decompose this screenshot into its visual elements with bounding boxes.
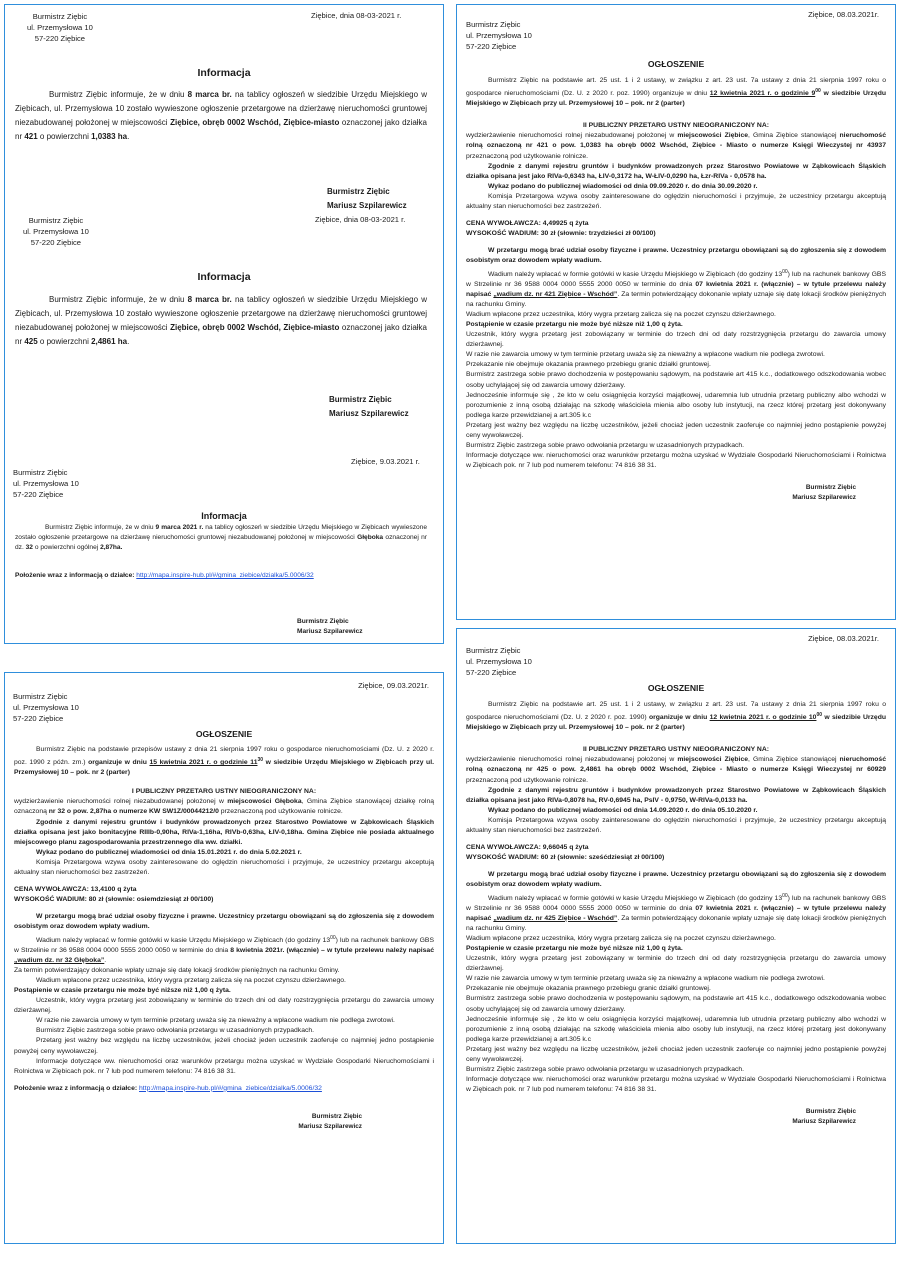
sender-address: Burmistrz Ziębic ul. Przemysłowa 10 57-220 Ziębice	[23, 216, 89, 247]
document-date: Ziębice, dnia 08-03-2021 r.	[311, 11, 402, 20]
announcement-plot-425	[456, 628, 896, 1244]
deposit-amount: WYSOKOŚĆ WADIUM: 30 zł (słownie: trzydzieści zł 00/100)	[466, 230, 656, 238]
starting-price: CENA WYWOŁAWCZA: 9,66045 q żyta	[466, 844, 589, 852]
sender-address: Burmistrz Ziębic ul. Przemysłowa 10 57-220 Ziębice	[27, 12, 93, 43]
announcement-body: Burmistrz Ziębic na podstawie art. 25 ust. 1 i 2 ustawy, w związku z art. 23 ust. 7a ustawy z dnia 21 sierpnia 1997 roku o gospodarce nieruchomościami (Dz. U. z 2020 r. poz. 1990) organizuje w dniu 12 kwietnia 2021 r. o godzinie $9^{00}$ w siedzibie Urzędu Miejskiego w Ziębicach przy ul. Przemysłowej 10 – pok. nr 2 (parter) II PUBLICZNY PRZETARG USTNY NIEOGRANICZONY NA: wydzierżawienie nieruchomości rolnej niezabudowanej położonej w miejscowości Ziębice, Gmina Ziębice stanowiącej nieruchomość rolną oznaczoną nr 421 o pow. 1,0383 ha obręb 0002 Wschód, Ziębice - Miasto o numerze Księgi Wieczystej nr 43937 przeznaczoną pod użytkowanie rolnicze. Zgodnie z danymi rejestru gruntów i budynków prowadzonych przez Starostwo Powiatowe w Ząbkowicach Śląskich działka opisana jest jako RIVa-0,6343 ha, ŁIV-0,3172 ha, W-ŁIV-0,0290 ha, Łzr-RIVa - 0,0578 ha. Wykaz podano do publicznej wiadomości od dnia 09.09.2020 r. do dnia 30.09.2020 r. Komisja Przetargowa wzywa osoby zainteresowane do oględzin nieruchomości i przyjmuje, że uczestnicy przetargu akceptują aktualny stan nieruchomości bez zastrzeżeń. CENA WYWOŁAWCZA: 4,49925 q żyta WYSOKOŚĆ WADIUM: 30 zł (słownie: trzydzieści zł 00/100) W przetargu mogą brać udział osoby fizyczne i prawne. Uczestnicy przetargu obowiązani są do zgłoszenia się z dowodem osobistym oraz dowodem wpłaty wadium. Wadium należy wpłacać w formie gotówki w kasie Urzędu Miejskiego w Ziębicach (do godziny $13^{00}$) lub na rachunek bankowy GBS w Strzelinie nr 36 9588 0004 0000 5555 2000 0050 w terminie do dnia 07 kwietnia 2021 r. (włącznie) – w tytule przelewu należy napisać „wadium dz. nr 421 Ziębice - Wschód”. Za termin potwierdzający dokonanie wpłaty uznaje się datę lokacji środków pieniężnych na rachunku Gminy. Wadium wpłacone przez uczestnika, który wygra przetarg zalicza się na poczet czynszu dzierżawnego. Postąpienie w czasie przetargu nie może być niższe niż 1,00 q żyta. Uczestnik, który wygra przetarg jest zobowiązany w terminie do trzech dni od daty rozstrzygnięcia przetargu do zawarcia umowy dzierżawnej. W razie nie zawarcia umowy w tym terminie przetarg uważa się za nieważny a wpłacone wadium nie podlega zwrotowi. Przekazanie nie obejmuje okazania prawnego przebiegu granic działki gruntowej. Burmistrz zastrzega sobie prawo dochodzenia w postępowaniu sądowym, na podstawie art 415 k.c., dodatkowego odszkodowania wobec osoby uchylającej się od zawarcia umowy dzierżawy. Jednocześnie informuje się , że kto w celu osiągnięcia korzyści majątkowej, udaremnia lub utrudnia przetarg publiczny albo wchodzi w porozumienie z inną osobą działając na szkodę właściciela mienia albo osoby lub instytucji, na rzecz której przetarg jest dokonywany podlega karze przewidzianej a art.305 k.c Przetarg jest ważny bez względu na liczbę uczestników, jeżeli chociaż jeden uczestnik zaoferuje co najmniej jedno postąpienie powyżej ceny wywoławczej. Burmistrz Ziębic zastrzega sobie prawo odwołania przetargu w uzasadnionych przypadkach. Informacje dotyczące ww. nieruchomości oraz warunków przetargu można uzyskać w Wydziale Gospodarki Nieruchomościami i Rolnictwa w Ziębicach pok. nr 7 lub pod numerem telefonu: 74 816 38 31. Burmistrz Ziębic Mariusz Szpilarewicz	[466, 77, 887, 502]
document-title: Informacja	[197, 271, 251, 283]
tender-heading: I PUBLICZNY PRZETARG USTNY NIEOGRANICZONY NA:	[131, 788, 317, 796]
starting-price: CENA WYWOŁAWCZA: 4,49925 q żyta	[466, 220, 589, 228]
document-date: Ziębice, 9.03.2021 r.	[351, 457, 420, 466]
location-info: Położenie wraz z informacją o działce: http://mapa.inspire-hub.pl/#/gmina_ziebice/dzialka/5.0006/32	[14, 1084, 322, 1092]
announcement-body: Burmistrz Ziębic na podstawie przepisów ustawy z dnia 21 sierpnia 1997 roku o gospodarce nieruchomościami (Dz. U. z 2020 r. poz. 1990 z późn. zm.) organizuje w dniu 15 kwietnia 2021 r. o godzinie $11^{30}$ w siedzibie Urzędu Miejskiego w Ziębicach przy ul. Przemysłowej 10 – pok. nr 2 (parter) I PUBLICZNY PRZETARG USTNY NIEOGRANICZONY NA: wydzierżawienie nieruchomości rolnej niezabudowanej położonej w miejscowości Głęboka, Gmina Ziębice stanowiącej działkę rolną oznaczoną nr 32 o pow. 2,87ha o numerze KW SW1Z/00044212/0 przeznaczoną pod użytkowanie rolnicze. Zgodnie z danymi rejestru gruntów i budynków prowadzonych przez Starostwo Powiatowe w Ząbkowicach Śląskich działka opisana jest jako bonitacyjne RIIIb-0,90ha, RIVa-1,16ha, RIVb-0,63ha, ŁIV-0,18ha. Gmina Ziębice nie posiada aktualnego miejscowego planu zagospodarowania przestrzennego dla ww. działki. Wykaz podano do publicznej wiadomości od dnia 15.01.2021 r. do dnia 5.02.2021 r. Komisja Przetargowa wzywa osoby zainteresowane do oględzin nieruchomości i przyjmuje, że uczestnicy przetargu akceptują aktualny stan nieruchomości bez zastrzeżeń. CENA WYWOŁAWCZA: 13,4100 q żyta WYSOKOŚĆ WADIUM: 80 zł (słownie: osiemdziesiąt zł 00/100) W przetargu mogą brać udział osoby fizyczne i prawne. Uczestnicy przetargu obowiązani są do zgłoszenia się z dowodem osobistym oraz dowodem wpłaty wadium. Wadium należy wpłacać w formie gotówki w kasie Urzędu Miejskiego w Ziębicach (do godziny $13^{00}$) lub na rachunek bankowy GBS w Strzelinie nr 36 9588 0004 0000 5555 2000 0050 w terminie do dnia 8 kwietnia 2021r. (włącznie) – w tytule przelewu należy napisać „wadium dz. nr 32 Głęboka”. Za termin potwierdzający dokonanie wpłaty uznaje się datę lokacji środków pieniężnych na rachunku Gminy. Wadium wpłacone przez uczestnika, który wygra przetarg zalicza się na poczet czynszu dzierżawnego. Postąpienie w czasie przetargu nie może być niższe niż 1,00 q żyta. Uczestnik, który wygra przetarg jest zobowiązany w terminie do trzech dni od daty rozstrzygnięcia przetargu do zawarcia umowy dzierżawnej. W razie nie zawarcia umowy w tym terminie przetarg uważa się za nieważny a wpłacone wadium nie podlega zwrotowi. Burmistrz Ziębic zastrzega sobie prawo odwołania przetargu w uzasadnionych przypadkach. Przetarg jest ważny bez względu na liczbę uczestników, jeżeli chociaż jeden uczestnik zaoferuje co najmniej jedno postąpienie powyżej ceny wywoławczej. Informacje dotyczące ww. nieruchomości oraz warunków przetargu można uzyskać w Wydziale Gospodarki Nieruchomościami i Rolnictwa w Ziębicach pok. nr 7 lub pod numerem telefonu: 74 816 38 31. Położenie wraz z informacją o działce: http://mapa.inspire-hub.pl/#/gmina_ziebice/dzialka/5.0006/32 Burmistrz Ziębic Mariusz Szpilarewicz	[14, 746, 434, 1130]
notice-body: Burmistrz Ziębic informuje, że w dniu 8 marca br. na tablicy ogłoszeń w siedzibie Urzędu Miejskiego w Ziębicach, ul. Przemysłowa 10 zostało wywieszone ogłoszenie przetargowe na dzierżawę nieruchomości gruntowej niezabudowanej położonej w miejscowości Ziębice, obręb 0002 Wschód, Ziębice-miasto oznaczonej jako działka nr 421 o powierzchni 1,0383 ha.	[15, 90, 428, 141]
signature-block: Burmistrz Ziębic Mariusz Szpilarewicz	[298, 1112, 362, 1130]
map-link[interactable]: http://mapa.inspire-hub.pl/#/gmina_ziebice/dzialka/5.0006/32	[136, 572, 314, 579]
tender-heading: II PUBLICZNY PRZETARG USTNY NIEOGRANICZONY NA:	[582, 746, 770, 754]
document-date: Ziębice, 08.03.2021r.	[808, 634, 879, 643]
sender-address: Burmistrz Ziębic ul. Przemysłowa 10 57-220 Ziębice	[466, 20, 532, 51]
signature-block: Burmistrz Ziębic Mariusz Szpilarewicz	[792, 484, 856, 502]
sender-address: Burmistrz Ziębic ul. Przemysłowa 10 57-220 Ziębice	[13, 692, 79, 723]
starting-price: CENA WYWOŁAWCZA: 13,4100 q żyta	[14, 886, 137, 894]
document-title: OGŁOSZENIE	[647, 59, 705, 69]
notice-body: Burmistrz Ziębic informuje, że w dniu 9 marca 2021 r. na tablicy ogłoszeń w siedzibie Urzędu Miejskiego w Ziębicach wywieszone zostało ogłoszenie przetargowe na dzierżawę nieruchomości gruntowej niezabudowanej położonej w miejscowości Głęboka oznaczonej nr dz. 32 o powierzchni ogólnej 2,87ha.	[15, 524, 427, 551]
notice-body: Burmistrz Ziębic informuje, że w dniu 8 marca br. na tablicy ogłoszeń w siedzibie Urzędu Miejskiego w Ziębicach, ul. Przemysłowa 10 zostało wywieszone ogłoszenie przetargowe na dzierżawę nieruchomości gruntowej niezabudowanej położonej w miejscowości Ziębice, obręb 0002 Wschód, Ziębice-miasto oznaczonej jako działka nr 425 o powierzchni 2,4861 ha.	[15, 295, 428, 346]
announcement-body: Burmistrz Ziębic na podstawie art. 25 ust. 1 i 2 ustawy, w związku z art. 23 ust. 7a ustawy z dnia 21 sierpnia 1997 roku o gospodarce nieruchomościami (Dz. U. z 2020 r. poz. 1990) organizuje w dniu 12 kwietnia 2021 r. o godzinie $10^{00}$ w siedzibie Urzędu Miejskiego w Ziębicach przy ul. Przemysłowej 10 – pok. nr 2 (parter) II PUBLICZNY PRZETARG USTNY NIEOGRANICZONY NA: wydzierżawienie nieruchomości rolnej niezabudowanej położonej w miejscowości Ziębice, Gmina Ziębice stanowiącej nieruchomość rolną oznaczoną nr 425 o pow. 2,4861 ha obręb 0002 Wschód, Ziębice - Miasto o numerze Księgi Wieczystej nr 60929 przeznaczoną pod użytkowanie rolnicze. Zgodnie z danymi rejestru gruntów i budynków prowadzonych przez Starostwo Powiatowe w Ząbkowicach Śląskich działka opisana jest jako RIVa-0,8078 ha, RV-0,6945 ha, PsIV - 0,9750, W-RIVa-0,0133 ha. Wykaz podano do publicznej wiadomości od dnia 14.09.2020 r. do dnia 05.10.2020 r. Komisja Przetargowa wzywa osoby zainteresowane do oględzin nieruchomości i przyjmuje, że uczestnicy przetargu akceptują aktualny stan nieruchomości bez zastrzeżeń. CENA WYWOŁAWCZA: 9,66045 q żyta WYSOKOŚĆ WADIUM: 60 zł (słownie: sześćdziesiąt zł 00/100) W przetargu mogą brać udział osoby fizyczne i prawne. Uczestnicy przetargu obowiązani są do zgłoszenia się z dowodem osobistym oraz dowodem wpłaty wadium. Wadium należy wpłacać w formie gotówki w kasie Urzędu Miejskiego w Ziębicach (do godziny $13^{00}$) lub na rachunek bankowy GBS w Strzelinie nr 36 9588 0004 0000 5555 2000 0050 w terminie do dnia 07 kwietnia 2021 r. (włącznie) – w tytule przelewu należy napisać „wadium dz. nr 425 Ziębice - Wschód”. Za termin potwierdzający dokonanie wpłaty uznaje się datę lokacji środków pieniężnych na rachunku Gminy. Wadium wpłacone przez uczestnika, który wygra przetarg zalicza się na poczet czynszu dzierżawnego. Postąpienie w czasie przetargu nie może być niższe niż 1,00 q żyta. Uczestnik, który wygra przetarg jest zobowiązany w terminie do trzech dni od daty rozstrzygnięcia przetargu do zawarcia umowy dzierżawnej. W razie nie zawarcia umowy w tym terminie przetarg uważa się za nieważny a wpłacone wadium nie podlega zwrotowi. Przekazanie nie obejmuje okazania prawnego przebiegu granic działki gruntowej. Burmistrz zastrzega sobie prawo dochodzenia w postępowaniu sądowym, na podstawie art 415 k.c., dodatkowego odszkodowania wobec osoby uchylającej się od zawarcia umowy dzierżawy. Jednocześnie informuje się , że kto w celu osiągnięcia korzyści majątkowej, udaremnia lub utrudnia przetarg publiczny albo wchodzi w porozumienie z inną osobą działając na szkodę właściciela mienia albo osoby lub instytucji, na rzecz której przetarg jest dokonywany podlega karze przewidzianej a art.305 k.c Przetarg jest ważny bez względu na liczbę uczestników, jeżeli chociaż jeden uczestnik zaoferuje co najmniej jedno postąpienie powyżej ceny wywoławczej. Burmistrz Ziębic zastrzega sobie prawo odwołania przetargu w uzasadnionych przypadkach. Informacje dotyczące ww. nieruchomości oraz warunków przetargu można uzyskać w Wydziale Gospodarki Nieruchomościami i Rolnictwa w Ziębicach pok. nr 7 lub pod numerem telefonu: 74 816 38 31. Burmistrz Ziębic Mariusz Szpilarewicz	[466, 701, 887, 1126]
document-title: Informacja	[197, 67, 251, 79]
signature-block: Burmistrz Ziębic Mariusz Szpilarewicz	[297, 618, 363, 635]
document-date: Ziębice, 08.03.2021r.	[808, 10, 879, 19]
info-panel-left	[4, 4, 444, 644]
announcement-plot-32	[4, 672, 444, 1244]
sender-address: Burmistrz Ziębic ul. Przemysłowa 10 57-220 Ziębice	[466, 646, 532, 677]
deposit-amount: WYSOKOŚĆ WADIUM: 60 zł (słownie: sześćdziesiąt zł 00/100)	[466, 854, 665, 862]
document-title: OGŁOSZENIE	[195, 729, 253, 739]
signature-block: Burmistrz Ziębic Mariusz Szpilarewicz	[329, 395, 409, 418]
signature-block: Burmistrz Ziębic Mariusz Szpilarewicz	[327, 187, 407, 210]
document-title: OGŁOSZENIE	[647, 683, 705, 693]
document-title: Informacja	[201, 511, 247, 521]
location-info: Położenie wraz z informacją o działce: http://mapa.inspire-hub.pl/#/gmina_ziebice/dzialka/5.0006/32	[15, 572, 314, 579]
deposit-amount: WYSOKOŚĆ WADIUM: 80 zł (słownie: osiemdziesiąt zł 00/100)	[14, 896, 214, 904]
tender-heading: II PUBLICZNY PRZETARG USTNY NIEOGRANICZONY NA:	[582, 122, 770, 130]
sender-address: Burmistrz Ziębic ul. Przemysłowa 10 57-220 Ziębice	[13, 468, 79, 499]
map-link[interactable]: http://mapa.inspire-hub.pl/#/gmina_ziebice/dzialka/5.0006/32	[139, 1084, 322, 1092]
announcement-plot-421	[456, 4, 896, 620]
document-date: Ziębice, 09.03.2021r.	[358, 681, 429, 690]
document-date: Ziębice, dnia 08-03-2021 r.	[315, 215, 406, 224]
signature-block: Burmistrz Ziębic Mariusz Szpilarewicz	[792, 1108, 856, 1126]
